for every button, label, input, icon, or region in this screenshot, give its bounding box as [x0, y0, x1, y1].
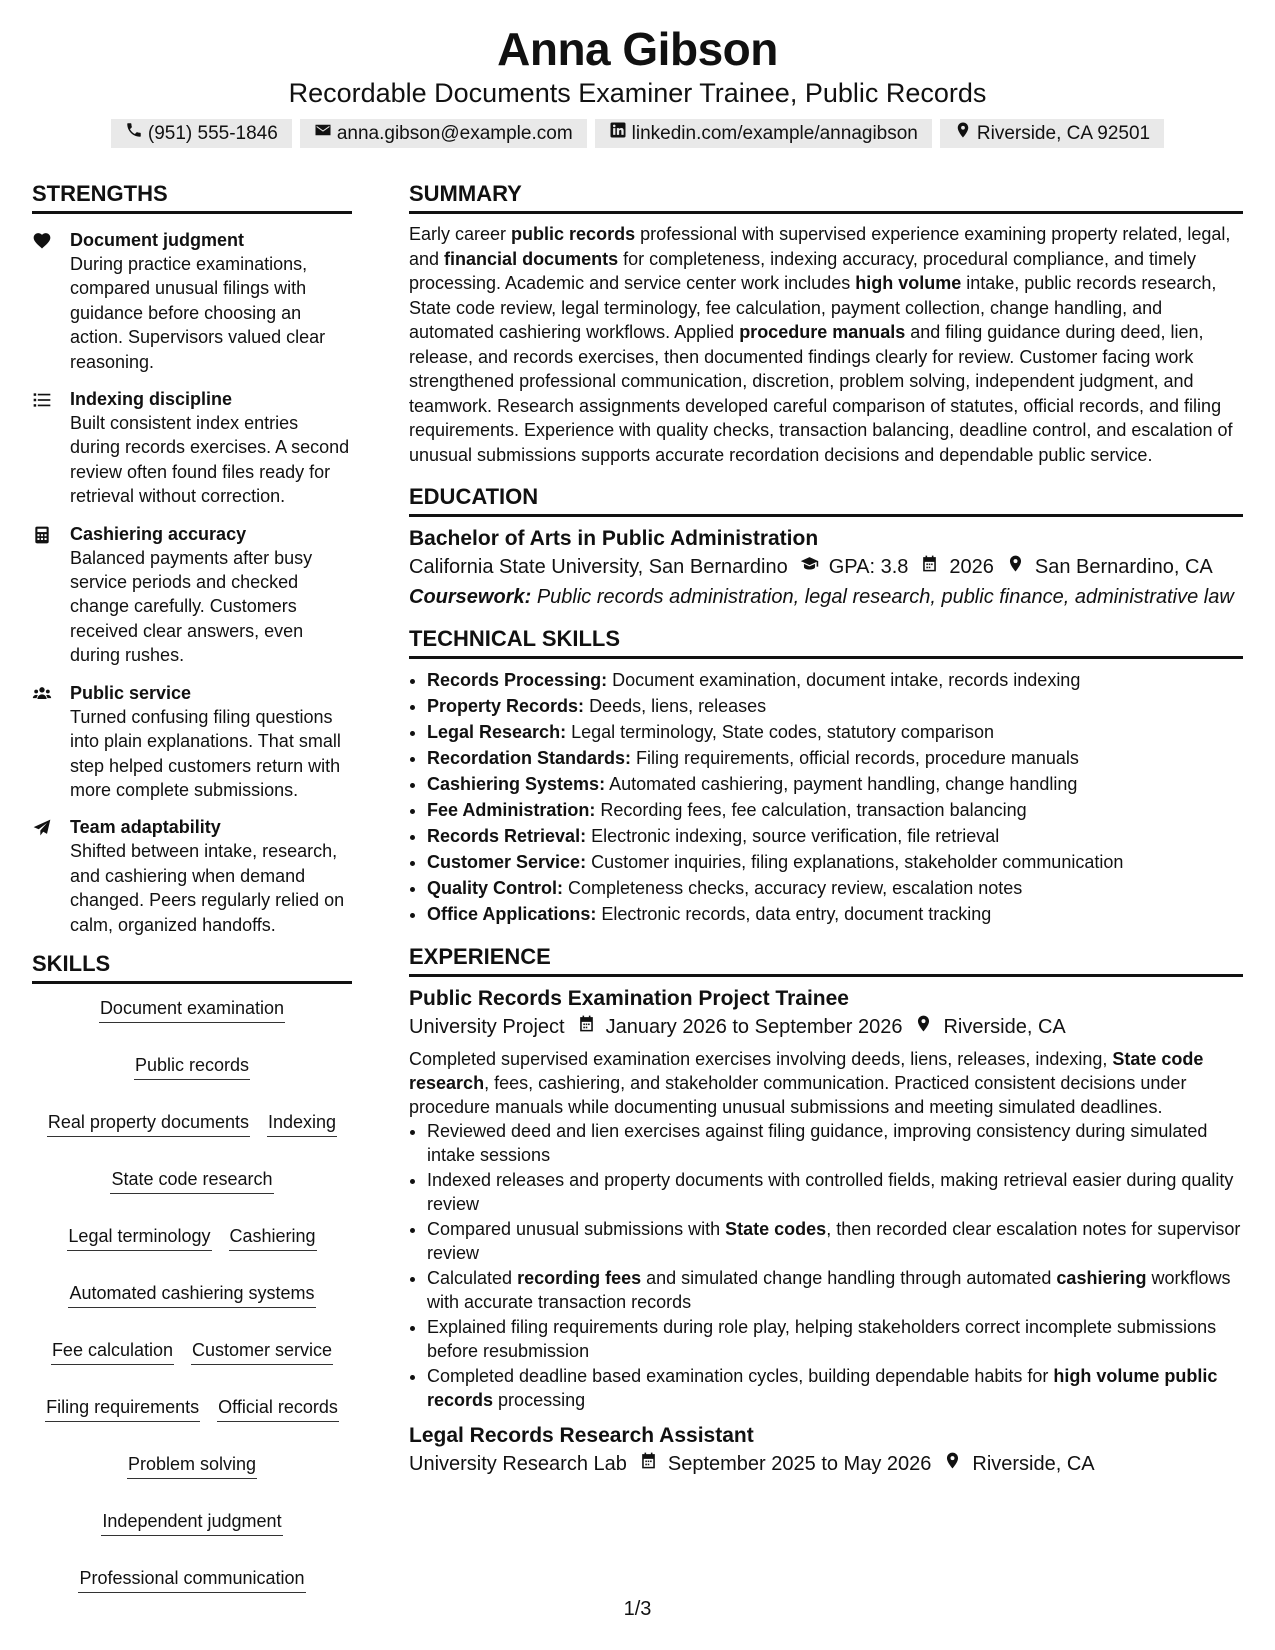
strength-desc: Built consistent index entries during records exercises. A second review often found files ready for retrieval without correction.	[70, 413, 350, 507]
calendar-icon	[920, 553, 939, 581]
technical-skills-heading: TECHNICAL SKILLS	[409, 625, 1243, 659]
calculator-icon	[32, 522, 70, 668]
skills-heading: SKILLS	[32, 950, 352, 984]
experience-heading: EXPERIENCE	[409, 943, 1243, 977]
candidate-name: Anna Gibson	[497, 23, 778, 75]
page-number: 1/3	[623, 1598, 652, 1620]
list-item: • Compared unusual submissions with State codes, then recorded clear escalation notes for supervisor review	[427, 1217, 1243, 1265]
skills-list	[32, 996, 352, 1593]
email-text: anna.gibson@example.com	[336, 123, 573, 144]
right-column	[409, 180, 1243, 1478]
job-title: Public Records Examination Project Trainee	[409, 987, 849, 1010]
phone-text: (951) 555-1846	[147, 123, 278, 144]
strength-desc: Balanced payments after busy service periods and checked change carefully. Customers received clear answers, even during rushes.	[70, 547, 313, 666]
skill-tag: Document examination	[99, 996, 285, 1023]
job-location: Riverside, CA	[943, 1016, 1066, 1038]
list-item: • Recordation Standards: Filing requirements, official records, procedure manuals	[427, 745, 1243, 771]
list-icon	[32, 387, 70, 509]
degree-title: Bachelor of Arts in Public Administration	[409, 527, 819, 550]
strength-item	[32, 681, 352, 803]
linkedin-text: linkedin.com/example/annagibson	[631, 123, 918, 144]
graduation-cap-icon	[800, 553, 819, 581]
envelope-icon	[314, 121, 332, 146]
skill-tag: State code research	[110, 1167, 273, 1194]
list-item: • Records Retrieval: Electronic indexing, source verification, file retrieval	[427, 823, 1243, 849]
heart-icon	[32, 228, 70, 374]
contact-location	[940, 119, 1164, 148]
list-item: • Legal Research: Legal terminology, State codes, statutory comparison	[427, 719, 1243, 745]
list-item: • Indexed releases and property documents with controlled fields, making retrieval easier during quality review	[427, 1168, 1243, 1216]
list-item: • Records Processing: Document examination, document intake, records indexing	[427, 667, 1243, 693]
strength-title: Indexing discipline	[70, 389, 233, 410]
phone-icon	[125, 121, 143, 146]
strength-desc: Shifted between intake, research, and cashiering when demand changed. Peers regularly relied on calm, organized handoffs.	[70, 841, 345, 935]
school-name: California State University, San Bernardino	[409, 556, 788, 578]
strength-title: Team adaptability	[70, 817, 221, 838]
job-org: University Project	[409, 1016, 565, 1038]
skill-tag: Real property documents	[47, 1110, 250, 1137]
strength-desc: During practice examinations, compared unusual filings with guidance before choosing an action. Supervisors valued clear reasoning.	[70, 254, 326, 372]
skill-tag: Indexing	[267, 1110, 337, 1137]
strength-item	[32, 815, 352, 937]
technical-skills-list	[409, 667, 1243, 927]
calendar-icon	[577, 1013, 596, 1041]
strength-title: Cashiering accuracy	[70, 523, 247, 544]
education-heading: EDUCATION	[409, 483, 1243, 517]
job-title: Legal Records Research Assistant	[409, 1424, 754, 1447]
calendar-icon	[639, 1450, 658, 1478]
coursework-label: Coursework:	[409, 586, 532, 608]
summary-text: Early career public records professional with supervised experience examining property related, legal, and financial documents for completeness, indexing accuracy, procedural compliance, and timely processing. Academic and service center work includes high volume intake, public records research, State code review, legal terminology, fee calculation, payment collection, change handling, and automated cashiering workflows. Applied procedure manuals and filing guidance during deed, lien, release, and records exercises, then documented findings clearly for review. Customer facing work strengthened professional communication, discretion, problem solving, independent judgment, and teamwork. Research assignments developed careful comparison of statutes, official records, and filing requirements. Experience with quality checks, transaction balancing, deadline control, and escalation of unusual submissions supports accurate recordation decisions and dependable public service.	[409, 224, 1233, 465]
strength-item	[32, 522, 352, 668]
list-item: • Customer Service: Customer inquiries, filing explanations, stakeholder communication	[427, 849, 1243, 875]
skill-tag: Problem solving	[127, 1452, 257, 1479]
job-dates: September 2025 to May 2026	[667, 1453, 932, 1475]
job-meta	[409, 1013, 1243, 1041]
list-item: • Completed deadline based examination cycles, building dependable habits for high volume public records processing	[427, 1364, 1243, 1412]
candidate-title: Recordable Documents Examiner Trainee, Public Records	[288, 78, 987, 108]
job-meta	[409, 1450, 1243, 1478]
job-location: Riverside, CA	[972, 1453, 1095, 1475]
job-org: University Research Lab	[409, 1453, 627, 1475]
education-location: San Bernardino, CA	[1034, 556, 1213, 578]
list-item: • Cashiering Systems: Automated cashiering, payment handling, change handling	[427, 771, 1243, 797]
strength-item	[32, 228, 352, 374]
job-dates: January 2026 to September 2026	[605, 1016, 903, 1038]
map-pin-icon	[954, 121, 972, 146]
list-item: • Property Records: Deeds, liens, releases	[427, 693, 1243, 719]
list-item: • Fee Administration: Recording fees, fee calculation, transaction balancing	[427, 797, 1243, 823]
linkedin-icon	[609, 121, 627, 146]
skill-tag: Cashiering	[229, 1224, 317, 1251]
skill-tag: Official records	[217, 1395, 339, 1422]
coursework-text: Public records administration, legal research, public finance, administrative law	[536, 586, 1234, 608]
resume-header	[0, 22, 1275, 148]
skill-tag: Automated cashiering systems	[68, 1281, 315, 1308]
list-item: • Office Applications: Electronic records, data entry, document tracking	[427, 901, 1243, 927]
list-item: • Calculated recording fees and simulated change handling through automated cashiering workflows with accurate transaction records	[427, 1266, 1243, 1314]
summary-heading: SUMMARY	[409, 180, 1243, 214]
list-item: • Reviewed deed and lien exercises against filing guidance, improving consistency during simulated intake sessions	[427, 1119, 1243, 1167]
contact-linkedin[interactable]	[595, 119, 932, 148]
location-text: Riverside, CA 92501	[976, 123, 1151, 144]
left-column	[32, 180, 352, 1593]
job-description: Completed supervised examination exercises involving deeds, liens, releases, indexing, State code research, fees, cashiering, and stakeholder communication. Practiced consistent decisions under procedure manuals while documenting unusual submissions and meeting simulated deadlines.	[409, 1049, 1204, 1117]
contact-bar	[0, 119, 1275, 148]
skill-tag: Independent judgment	[101, 1509, 282, 1536]
skill-tag: Public records	[134, 1053, 250, 1080]
contact-phone[interactable]	[111, 119, 292, 148]
gpa-text: GPA: 3.8	[828, 556, 909, 578]
map-pin-icon	[1006, 553, 1025, 581]
map-pin-icon	[914, 1013, 933, 1041]
strength-item	[32, 387, 352, 509]
list-item: • Explained filing requirements during role play, helping stakeholders correct incomplete submissions before resubmission	[427, 1315, 1243, 1363]
graduation-year: 2026	[949, 556, 994, 578]
skill-tag: Fee calculation	[51, 1338, 174, 1365]
users-icon	[32, 681, 70, 803]
skill-tag: Legal terminology	[67, 1224, 211, 1251]
skill-tag: Customer service	[191, 1338, 333, 1365]
job-bullets	[409, 1119, 1243, 1412]
strength-title: Document judgment	[70, 230, 244, 250]
coursework	[409, 585, 1243, 609]
strength-desc: Turned confusing filing questions into plain explanations. That small step helped customers return with more complete submissions.	[70, 706, 341, 800]
map-pin-icon	[943, 1450, 962, 1478]
education-meta	[409, 553, 1243, 581]
list-item: • Quality Control: Completeness checks, accuracy review, escalation notes	[427, 875, 1243, 901]
strengths-list	[32, 228, 352, 937]
contact-email[interactable]	[300, 119, 587, 148]
strength-title: Public service	[70, 682, 192, 703]
skill-tag: Professional communication	[78, 1566, 305, 1593]
strengths-heading: STRENGTHS	[32, 180, 352, 214]
skill-tag: Filing requirements	[45, 1395, 200, 1422]
paper-plane-icon	[32, 815, 70, 937]
